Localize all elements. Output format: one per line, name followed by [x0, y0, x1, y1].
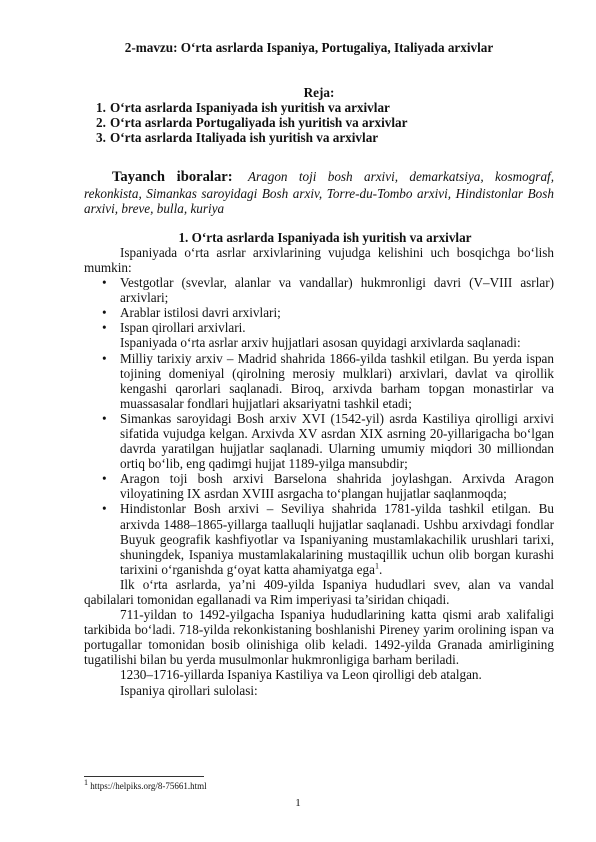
- page-title: 2-mavzu: O‘rta asrlarda Ispaniya, Portugaliya, Italiyada arxivlar: [124, 40, 494, 55]
- section-heading: 1. O‘rta asrlarda Ispaniyada ish yuritish va arxivlar: [178, 229, 472, 245]
- list-item-text: Hindistonlar Bosh arxivi – Seviliya shahrida 1781-yilda tashkil etilgan. Bu arxivda 1488–1865-yillarga taalluqli hujjatlar saqlanadi. Ushbu arxivdagi fondlar Buyuk geografik kashfiyotlar va Ispaniyaning mustamlakachilik urushlari tarixi, shuningdek, Ispaniya mustamlakalarining mustaqillik uchun olib borgan kurashi tarixini o‘rganishda g‘oyat katta ahamiyatga ega: [120, 501, 554, 577]
- list-item-text: Ispan qirollari arxivlari.: [120, 320, 246, 336]
- body-paragraph: 1230–1716-yillarda Ispaniya Kastiliya va Leon qirolligi deb atalgan.: [120, 667, 482, 683]
- list-item-text: Simankas saroyidagi Bosh arxiv XVI (1542-yil) asrda Kastiliya qirolligi arxivi sifatida vujudga kelgan. Arxivda XV asrdan XIX asrning 20-yillarigacha bo‘lgan davrda yaratilgan hujjatlar saqlanadi. Ularning umumiy miqdori 30 milliondan ortiq bo‘lib, eng qadimgi hujjat 1189-yilga mansubdir;: [120, 410, 554, 472]
- plan-item-text: O‘rta asrlarda Italiyada ish yuritish va arxivlar: [110, 130, 379, 146]
- document-page: [84, 40, 554, 698]
- list-item: [102, 305, 554, 321]
- bullet-icon: •: [102, 501, 107, 517]
- footnote-mark: 1: [84, 778, 88, 787]
- bullet-icon: •: [102, 320, 107, 336]
- page-number: 1: [295, 797, 301, 809]
- footnote-ref[interactable]: 1: [375, 561, 379, 571]
- bullet-icon: •: [102, 350, 107, 366]
- keywords-text: Aragon toji bosh arxivi, demarkatsiya, kosmograf, rekonkista, Simankas saroyidagi Bosh arxiv, Torre-du-Tombo arxivi, Hindistonlar Bosh arxivi, breve, bulla, kuriya: [84, 169, 554, 216]
- list-item: [102, 350, 554, 411]
- list-item-text: Arablar istilosi davri arxivlari;: [120, 305, 281, 321]
- list-item: [102, 410, 554, 472]
- bullet-icon: •: [102, 471, 107, 487]
- body-paragraph: 711-yildan to 1492-yilgacha Ispaniya hududlarining katta qismi arab xalifaligi tarkibida bo‘ladi. 718-yilda rekonkistaning boshlanishi Pireney yarim orolining ispan va portugallar tomonidan bosib olinishiga olib keladi. 1492-yilda Granada amirligining tugatilishi bilan bu yerda musulmonlar hukmronligiga barham beriladi.: [84, 607, 554, 668]
- plan-item: 3. O‘rta asrlarda Italiyada ish yuritish va arxivlar: [96, 130, 379, 146]
- list-item: [102, 275, 554, 306]
- plan-item: 1. O‘rta asrlarda Ispaniyada ish yuritish va arxivlar: [96, 100, 390, 116]
- list-item: [102, 471, 554, 502]
- list-item-text: Milliy tarixiy arxiv – Madrid shahrida 1866-yilda tashkil etilgan. Bu yerda ispan tojining domeniyal (qirolning merosiy mulklari) arxivlari, davlat va qirollik kengashi qarorlari saqlanadi. Biroq, arxivda barham topgan monastirlar va muassasalar fondlari hujjatlari aksariyatni tashkil etadi;: [120, 350, 554, 411]
- list-item-end: .: [379, 561, 383, 577]
- bullet-icon: •: [102, 305, 107, 321]
- plan-item-text: O‘rta asrlarda Ispaniyada ish yuritish va arxivlar: [110, 100, 390, 116]
- body-paragraph: Ilk o‘rta asrlarda, ya’ni 409-yilda Ispaniya hududlari svev, alan va vandal qabilalari tomonidan egallanadi va Rim imperiyasi ta’siridan chiqadi.: [84, 576, 554, 607]
- plan-heading: Reja:: [303, 85, 335, 101]
- section-intro: Ispaniyada o‘rta asrlar arxivlarining vujudga kelishini uch bosqichga bo‘lish mumkin:: [84, 244, 554, 275]
- list-item: [102, 320, 554, 336]
- bullet-icon: •: [102, 410, 107, 426]
- keywords-paragraph: [84, 169, 554, 215]
- footnote: [84, 778, 207, 792]
- archives-list: [84, 351, 554, 577]
- footnote-link[interactable]: https://helpiks.org/8-75661.html: [88, 781, 207, 791]
- footnote-divider: [84, 776, 204, 777]
- bullet-icon: •: [102, 275, 107, 291]
- plan-list: [84, 100, 554, 145]
- stages-list: [84, 275, 554, 335]
- keywords-label: Tayanch iboralar:: [112, 169, 233, 186]
- list-item-text: Aragon toji bosh arxivi Barselona shahrida joylashgan. Arxivda Aragon viloyatining IX asrdan XVIII asrgacha to‘plangan hujjatlar saqlanmoqda;: [120, 471, 554, 502]
- plan-item: 2. O‘rta asrlarda Portugaliyada ish yuritish va arxivlar: [96, 115, 408, 131]
- archives-intro: Ispaniyada o‘rta asrlar arxiv hujjatlari asosan quyidagi arxivlarda saqlanadi:: [120, 335, 521, 351]
- list-item: [102, 501, 554, 577]
- body-paragraph: Ispaniya qirollari sulolasi:: [120, 682, 258, 698]
- plan-item-text: O‘rta asrlarda Portugaliyada ish yuritish va arxivlar: [110, 115, 408, 131]
- list-item-text: Vestgotlar (svevlar, alanlar va vandallar) hukmronligi davri (V–VIII asrlar) arxivlari;: [120, 275, 554, 306]
